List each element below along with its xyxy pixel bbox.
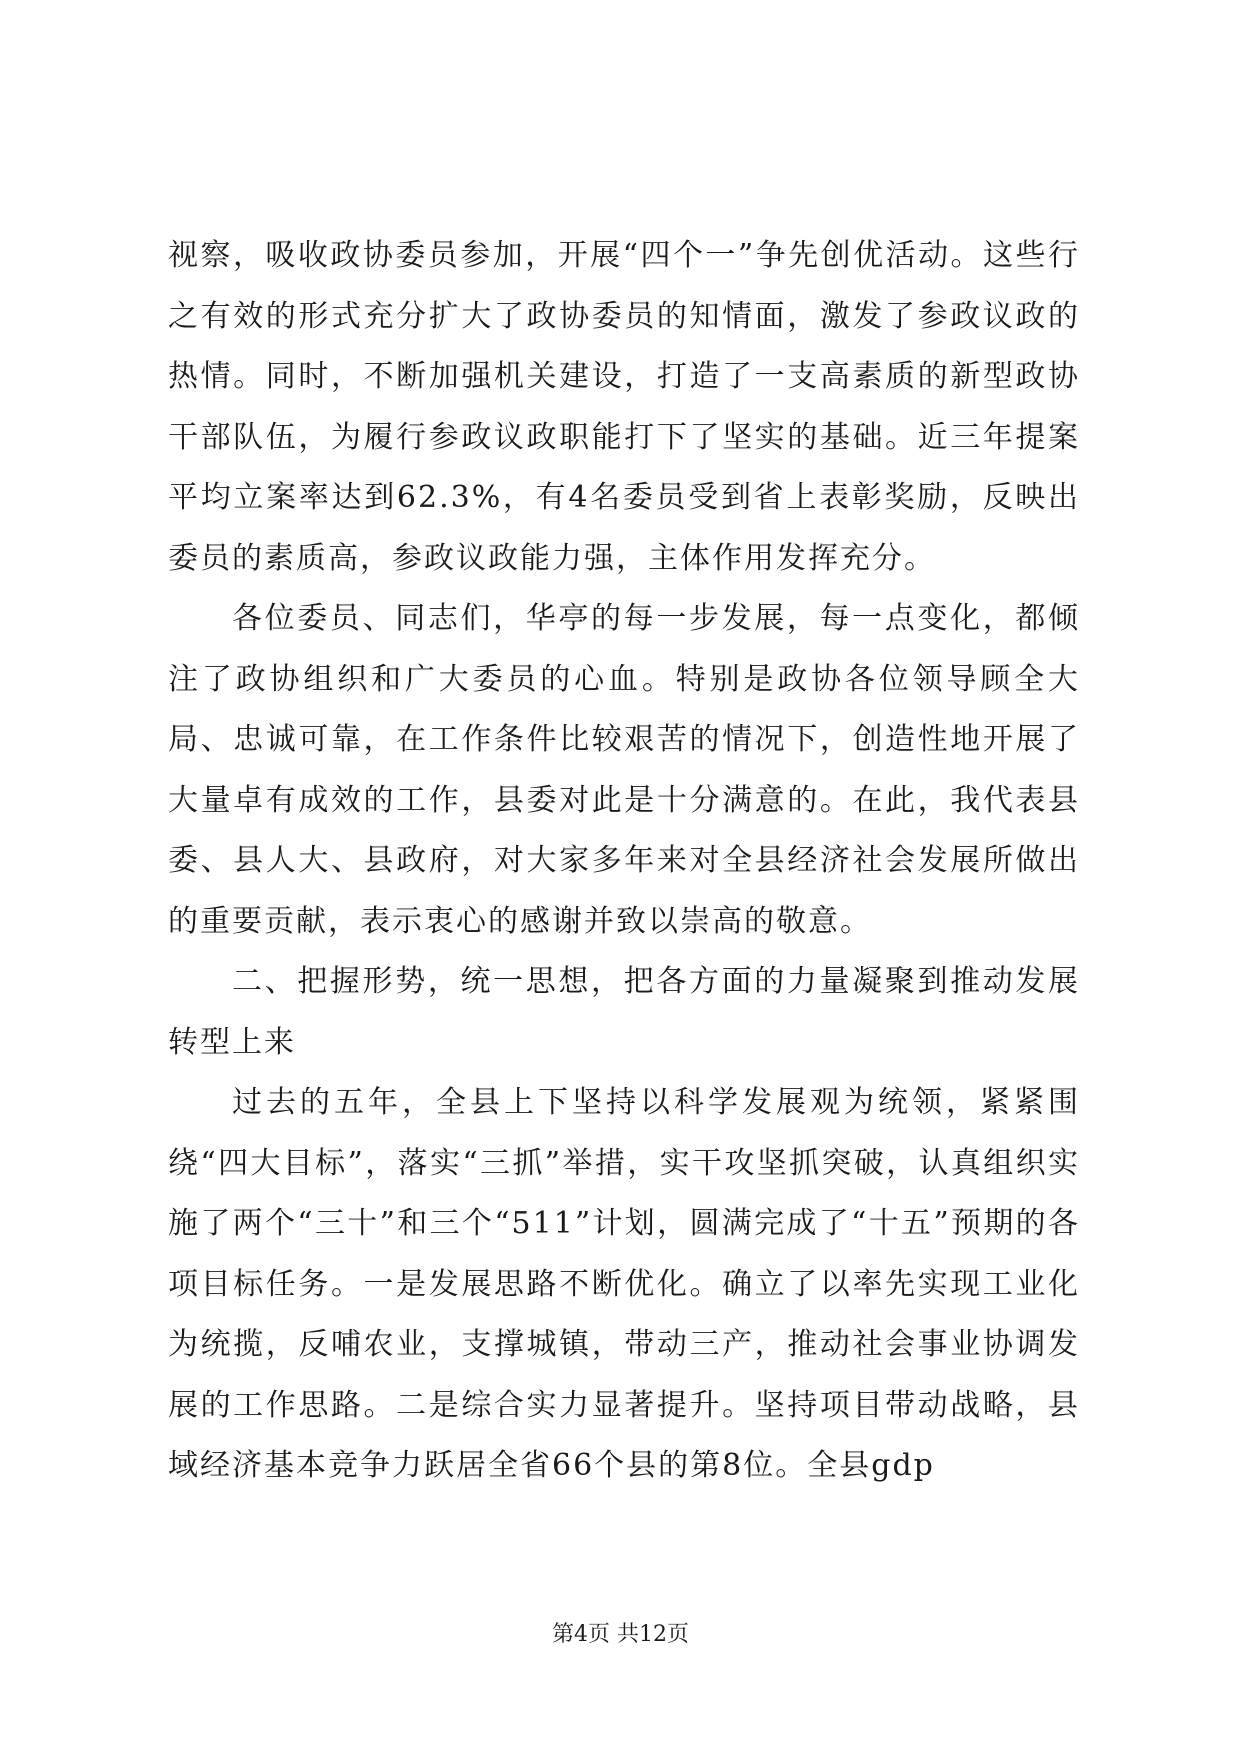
paragraph-1: 视察，吸收政协委员参加，开展“四个一”争先创优活动。这些行之有效的形式充分扩大了政协委员的知情面，激发了参政议政的热情。同时，不断加强机关建设，打造了一支高素质的新型政协干部队伍，为履行参政议政职能打下了坚实的基础。近三年提案平均立案率达到62.3%，有4名委员受到省上表彰奖励，反映出委员的素质高，参政议政能力强，主体作用发挥充分。 (168, 238, 1080, 576)
page-footer: 第4页 共12页 (552, 1622, 689, 1647)
paragraph-2: 各位委员、同志们，华亭的每一步发展，每一点变化，都倾注了政协组织和广大委员的心血。特别是政协各位领导顾全大局、忠诚可靠，在工作条件比较艰苦的情况下，创造性地开展了大量卓有成效的工作，县委对此是十分满意的。在此，我代表县委、县人大、县政府，对大家多年来对全县经济社会发展所做出的重要贡献，表示衷心的感谢并致以崇高的敬意。 (168, 601, 1080, 939)
document-body (168, 226, 1080, 1497)
section-heading: 二、把握形势，统一思想，把各方面的力量凝聚到推动发展转型上来 (168, 964, 1080, 1060)
paragraph-3: 过去的五年，全县上下坚持以科学发展观为统领，紧紧围绕“四大目标”，落实“三抓”举措，实干攻坚抓突破，认真组织实施了两个“三十”和三个“511”计划，圆满完成了“十五”预期的各项目标任务。一是发展思路不断优化。确立了以率先实现工业化为统揽，反哺农业，支撑城镇，带动三产，推动社会事业协调发展的工作思路。二是综合实力显著提升。坚持项目带动战略，县域经济基本竞争力跃居全省66个县的第8位。全县gdp (168, 1085, 1080, 1483)
